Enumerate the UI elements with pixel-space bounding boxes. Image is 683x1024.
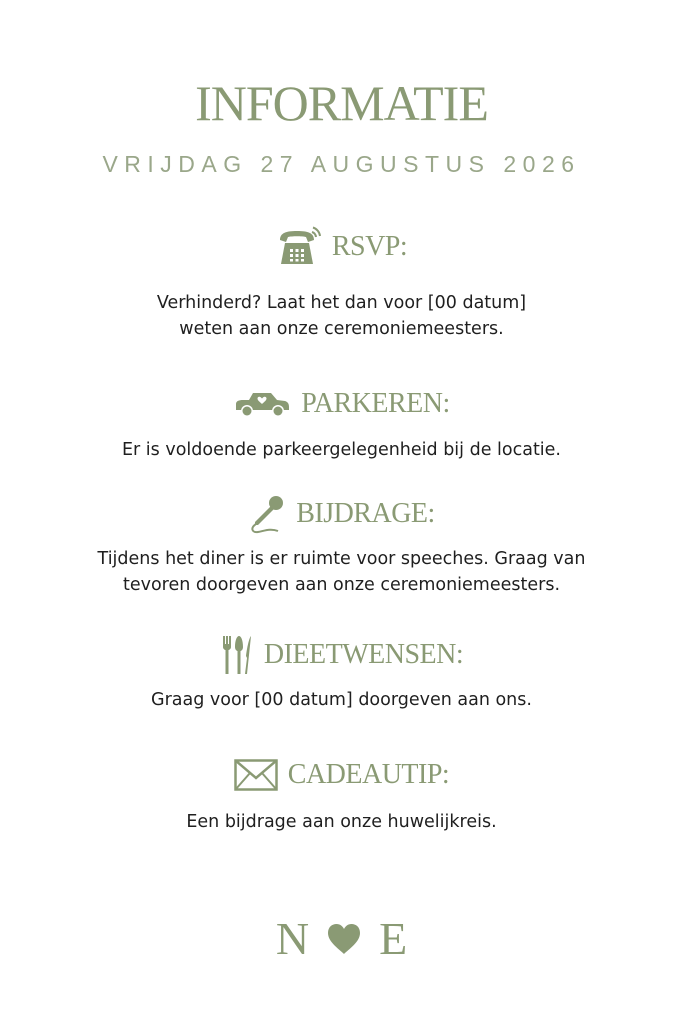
section-label: DIEETWENSEN:	[263, 639, 464, 670]
section-label: CADEAUTIP:	[287, 759, 450, 790]
microphone-icon	[248, 494, 286, 534]
section-rsvp-text	[60, 290, 623, 342]
section-label: RSVP:	[331, 231, 408, 262]
section-diet-heading	[0, 634, 683, 676]
text-line: weten aan onze ceremoniemeesters.	[179, 319, 504, 339]
section-label: BIJDRAGE:	[296, 498, 435, 529]
car-icon	[233, 389, 291, 419]
section-gift-text	[60, 809, 623, 835]
section-parking-heading	[0, 387, 683, 421]
section-parking-text	[60, 437, 623, 463]
monogram-left-initial: N	[275, 913, 310, 964]
cutlery-icon	[220, 634, 254, 676]
event-date: VRIJDAG 27 AUGUSTUS 2026	[102, 151, 581, 177]
section-contribution-heading	[0, 494, 683, 534]
section-diet-text	[60, 687, 623, 713]
section-rsvp-heading	[0, 226, 683, 268]
text-line: Een bijdrage aan onze huwelijkreis.	[186, 812, 497, 832]
text-line: Verhinderd? Laat het dan voor [00 datum]	[156, 293, 527, 313]
envelope-icon	[234, 759, 278, 791]
text-line: Graag voor [00 datum] doorgeven aan ons.	[151, 690, 532, 710]
section-gift-heading	[0, 758, 683, 792]
page-title: INFORMATIE	[195, 75, 488, 131]
monogram	[0, 912, 683, 966]
text-line: Er is voldoende parkeergelegenheid bij de locatie.	[121, 440, 561, 460]
monogram-right-initial: E	[379, 913, 408, 964]
section-label: PARKEREN:	[301, 388, 450, 419]
telephone-icon	[276, 226, 322, 268]
text-line: tevoren doorgeven aan onze ceremoniemeesters.	[122, 575, 561, 595]
heart-icon	[327, 923, 361, 955]
text-line: Tijdens het diner is er ruimte voor speeches. Graag van	[97, 549, 586, 569]
section-contribution-text	[60, 546, 623, 598]
